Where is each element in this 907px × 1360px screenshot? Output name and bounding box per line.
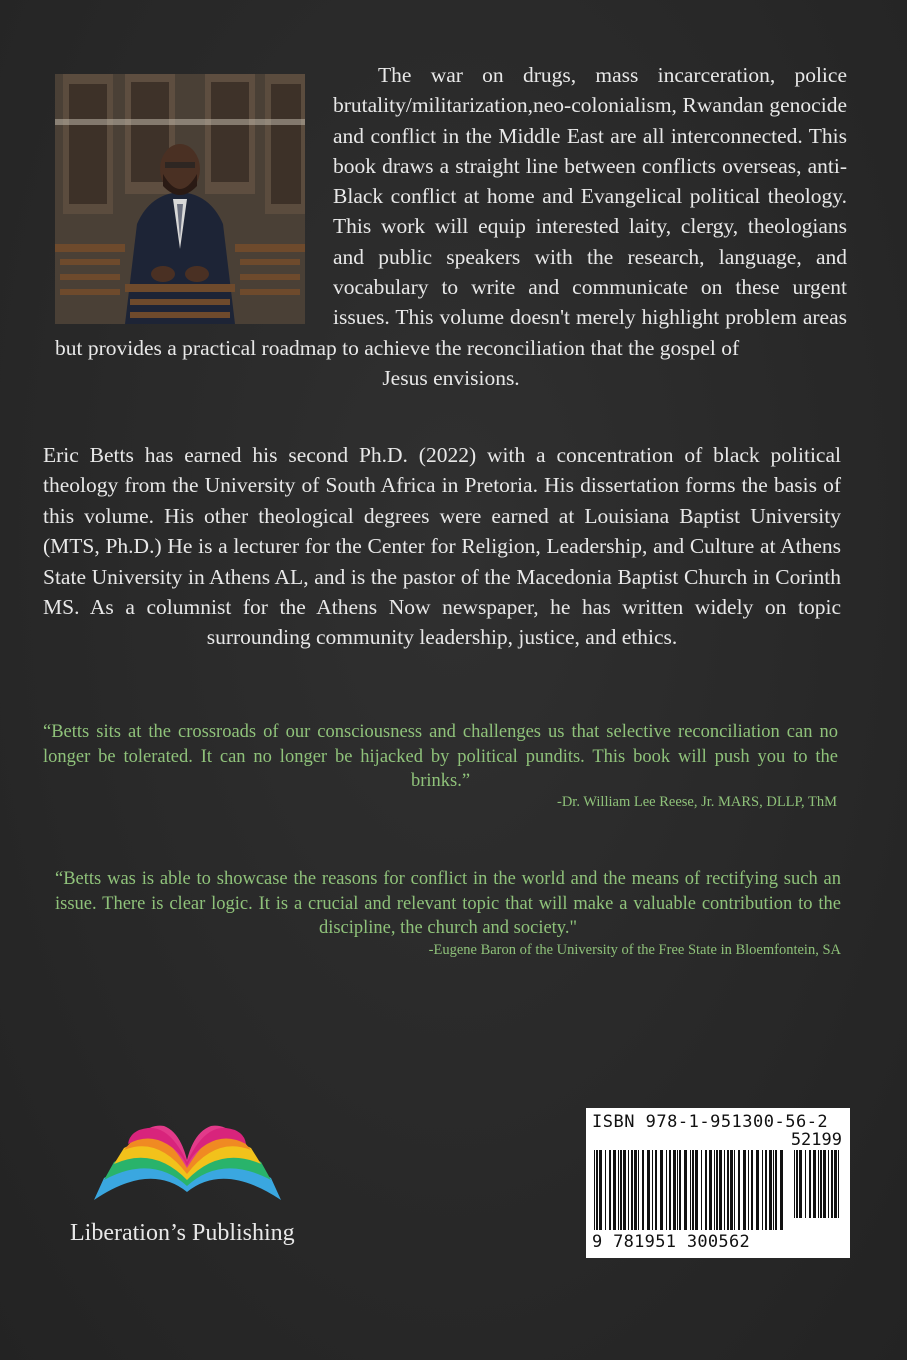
book-blurb	[55, 60, 847, 393]
price-code: 52199	[790, 1130, 842, 1150]
photo-space	[55, 60, 333, 332]
open-book-rainbow-icon	[90, 1122, 285, 1207]
blurb-last-line: Jesus envisions.	[382, 365, 520, 390]
endorsement-attribution: -Dr. William Lee Reese, Jr. MARS, DLLP, ThM	[556, 794, 837, 810]
author-bio: Eric Betts has earned his second Ph.D. (2022) with a concentration of black political theology from the University of South Africa in Pretoria. His dissertation forms the basis of this volume. His other theological degrees were earned at Louisiana Baptist University (MTS, Ph.D.) He is a lecturer for the Center for Religion, Leadership, and Culture at Athens State University in Athens AL, and is the pastor of the Macedonia Baptist Church in Corinth MS. As a columnist for the Athens Now newspaper, he has written widely on topic surrounding community leadership, justice, and ethics.	[43, 443, 841, 650]
endorsement-attribution: -Eugene Baron of the University of the Free State in Bloemfontein, SA	[428, 942, 841, 958]
blurb-text: The war on drugs, mass incarceration, police brutality/militarization,neo-colonialism, Rwandan genocide and conflict in the Middle East are all interconnected. This book draws a straight line between conflicts overseas, anti-Black conflict at home and Evangelical political theology. This work will equip interested laity, clergy, theologians and public speakers with the research, language, and vocabulary to write and communicate on these urgent issues. This volume doesn't merely highlight problem areas but provides a practical roadmap to achieve the reconciliation that the gospel of	[55, 63, 847, 360]
isbn-barcode	[586, 1108, 850, 1258]
barcode-bars	[592, 1150, 784, 1230]
isbn-label: ISBN 978-1-951300-56-2	[592, 1112, 829, 1132]
barcode-digits: 9 781951 300562	[592, 1232, 751, 1252]
endorsement-quote: “Betts was is able to showcase the reasons for conflict in the world and the means of rectifying such an issue. There is clear logic. It is a crucial and relevant topic that will make a valuable contribution to the discipline, the church and society."	[55, 869, 841, 938]
addon-barcode-bars	[792, 1150, 844, 1218]
publisher-name: Liberation’s Publishing	[70, 1220, 295, 1246]
endorsement-quote: “Betts sits at the crossroads of our consciousness and challenges us that selective reconciliation can no longer be tolerated. It can no longer be hijacked by political pundits. This book will push you to the brinks.”	[43, 722, 838, 791]
